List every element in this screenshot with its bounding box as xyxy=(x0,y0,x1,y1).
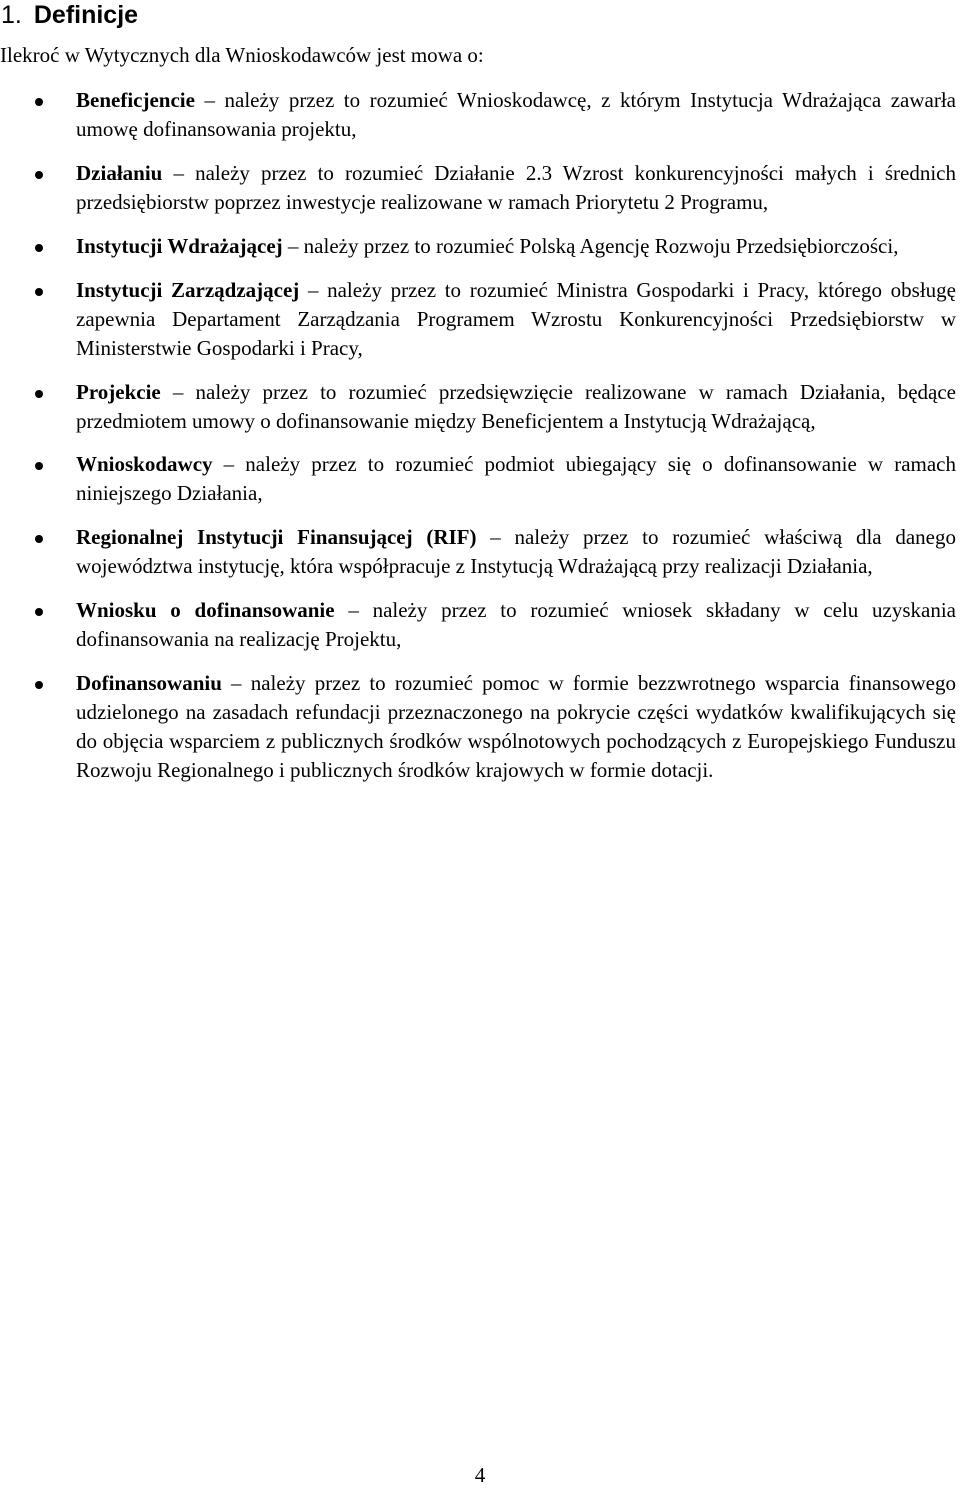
definition-text: – należy przez to rozumieć przedsięwzięcie realizowane w ramach Działania, będące przedmiotem umowy o dofinansowanie między Beneficjentem a Instytucją Wdrażającą, xyxy=(76,379,956,433)
definition-item-rif xyxy=(0,523,960,581)
definition-text: – należy przez to rozumieć Ministra Gospodarki i Pracy, którego obsługę zapewnia Departament Zarządzania Programem Wzrostu Konkurencyjności Przedsiębiorstw w Ministerstwie Gospodarki i Pracy, xyxy=(76,277,956,360)
definition-item-dofinansowanie xyxy=(0,669,960,785)
definition-text: – należy przez to rozumieć wniosek składany w celu uzyskania dofinansowania na realizację Projektu, xyxy=(76,598,956,652)
definition-item-instytucja-wdrazajaca xyxy=(0,232,960,261)
definition-text: – należy przez to rozumieć pomoc w formie bezzwrotnego wsparcia finansowego udzielonego na zasadach refundacji przeznaczonego na pokrycie części wydatków kwalifikujących się do objęcia wsparciem z publicznych środków wspólnotowych pochodzących z Europejskiego Funduszu Rozwoju Regionalnego i publicznych środków krajowych w formie dotacji. xyxy=(76,671,956,783)
definition-term: Dofinansowaniu xyxy=(76,671,222,696)
definition-term: Instytucji Wdrażającej xyxy=(76,233,283,258)
definition-term: Regionalnej Instytucji Finansującej (RIF) xyxy=(76,525,477,550)
definition-item-instytucja-zarzadzajaca xyxy=(0,276,960,363)
section-heading xyxy=(1,0,138,30)
definition-term: Instytucji Zarządzającej xyxy=(76,277,300,302)
definition-item-dzialanie xyxy=(0,159,960,217)
bullet-icon xyxy=(35,681,43,689)
definition-text: – należy przez to rozumieć Wnioskodawcę, z którym Instytucja Wdrażająca zawarła umowę dofinansowania projektu, xyxy=(76,88,956,141)
bullet-icon xyxy=(35,390,43,398)
definition-text: – należy przez to rozumieć właściwą dla danego województwa instytucję, która współpracuje z Instytucją Wdrażającą przy realizacji Działania, xyxy=(76,525,956,579)
definition-item-wniosek xyxy=(0,596,960,654)
definition-item-beneficjent xyxy=(0,86,960,144)
definitions-list xyxy=(0,86,960,800)
section-title: Definicje xyxy=(33,1,139,29)
intro-text: Ilekroć w Wytycznych dla Wnioskodawców jest mowa o: xyxy=(0,43,484,67)
page-number: 4 xyxy=(474,1463,486,1487)
definition-term: Działaniu xyxy=(76,160,163,185)
definition-text: – należy przez to rozumieć podmiot ubiegający się o dofinansowanie w ramach niniejszego Działania, xyxy=(76,452,956,506)
definition-term: Projekcie xyxy=(76,379,161,404)
bullet-icon xyxy=(35,171,43,179)
definition-text: – należy przez to rozumieć Działanie 2.3 Wzrost konkurencyjności małych i średnich przedsiębiorstw poprzez inwestycje realizowane w ramach Priorytetu 2 Programu, xyxy=(76,160,956,214)
definition-term: Wniosku o dofinansowanie xyxy=(76,598,335,623)
bullet-icon xyxy=(35,535,43,543)
bullet-icon xyxy=(35,608,43,616)
definition-term: Beneficjencie xyxy=(76,88,195,112)
bullet-icon xyxy=(35,244,43,252)
definition-item-projekt xyxy=(0,378,960,436)
definition-item-wnioskodawca xyxy=(0,450,960,508)
bullet-icon xyxy=(35,462,43,470)
bullet-icon xyxy=(35,288,43,296)
bullet-icon xyxy=(35,98,43,106)
section-number: 1. xyxy=(1,1,22,29)
definition-term: Wnioskodawcy xyxy=(76,452,213,477)
definition-text: – należy przez to rozumieć Polską Agencję Rozwoju Przedsiębiorczości, xyxy=(282,233,899,258)
